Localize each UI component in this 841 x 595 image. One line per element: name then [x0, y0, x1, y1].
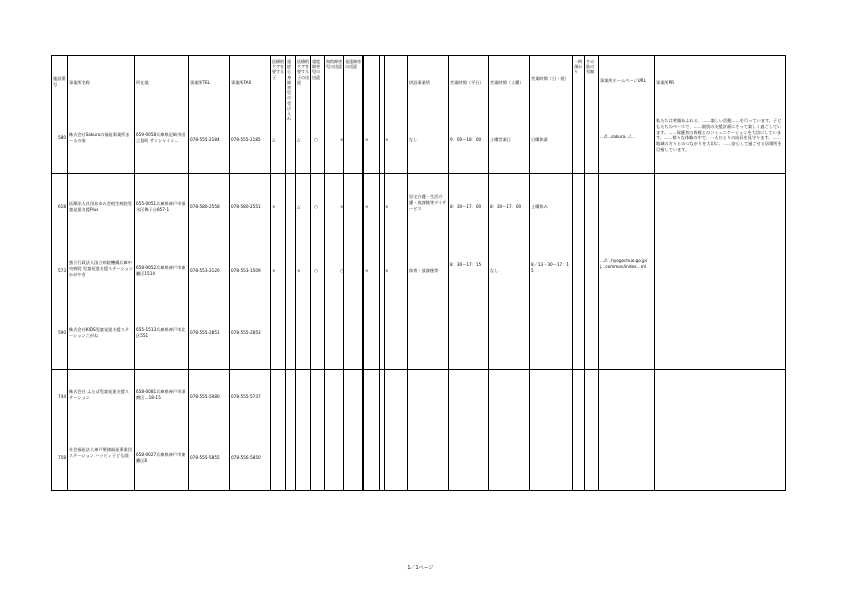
column-divider	[295, 56, 296, 490]
cell-mark: ×	[385, 137, 389, 142]
column-divider	[134, 56, 135, 490]
cell-services: 保育・放課後等	[409, 268, 439, 273]
cell-tel: 078-553-2120	[190, 268, 220, 273]
cell-mark: ○	[314, 268, 318, 273]
header-v7: 一時預かり	[574, 59, 582, 75]
cell-mark: ×	[365, 137, 369, 142]
cell-fax: 078-553-1509	[231, 268, 261, 273]
header-address: 所在地	[136, 80, 149, 85]
cell-hours-weekday: 9：00～18：00	[450, 137, 482, 142]
cell-mark: ×	[297, 268, 301, 273]
cell-hours-weekday: 8：30～17：00	[450, 204, 482, 209]
header-v4: 重度障害児の送迎	[312, 59, 320, 80]
cell-address: 658-0081兵庫県神戸市須磨区…18-15	[136, 389, 186, 400]
column-divider	[448, 56, 449, 490]
header-hours-sat: 営業時間（土曜）	[490, 80, 524, 85]
cell-fax: 078-556-5850	[231, 455, 261, 460]
cell-tel: 078-555-5080	[190, 394, 220, 399]
cell-mark: ×	[272, 268, 276, 273]
cell-tel: 078-580-2558	[190, 204, 220, 209]
header-hours-holiday: 営業時間（日・祝）	[531, 76, 569, 81]
header-v5: 知的障害児の送迎	[326, 59, 342, 70]
column-divider	[584, 56, 585, 490]
column-divider	[363, 56, 364, 490]
cell-address: 658-0052兵庫県神戸市東灘区1514	[136, 265, 186, 276]
cell-mark: ×	[340, 204, 344, 209]
header-v3: 医療的ケアを要する子の送迎	[297, 59, 309, 85]
cell-hours-sat: 8：30～17：00	[490, 204, 522, 209]
cell-fax: 078-555-2853	[231, 330, 261, 335]
cell-address: 655-1513兵庫県神戸市北区551	[136, 327, 186, 338]
cell-fax: 078-555-2185	[231, 137, 261, 142]
column-divider	[598, 56, 599, 490]
cell-hours-holiday: 日曜休業	[531, 137, 548, 142]
column-divider	[407, 56, 408, 490]
cell-mark: ×	[340, 137, 344, 142]
cell-fax: 078-555-5737	[231, 394, 261, 399]
cell-hours-sat: なし	[490, 268, 499, 273]
header-pr: 事業所PR	[656, 80, 674, 85]
column-divider	[324, 56, 325, 490]
cell-tel: 078-555-5855	[190, 455, 220, 460]
cell-name: 株式会社Sakuraの福祉事業所まーるの家	[69, 132, 130, 143]
header-v6: 発達障害の送迎	[345, 59, 361, 70]
cell-no: 590	[58, 330, 66, 335]
cell-address: 658-0027兵庫県神戸市東灘区8	[136, 452, 186, 463]
cell-address: 659-0058兵庫県尼崎市田之島町 サンシャイン…	[136, 132, 186, 143]
header-hours-weekday: 営業時間（平日）	[450, 80, 484, 85]
cell-mark: △	[272, 137, 276, 142]
cell-hours-weekday: 8：30～17：15	[450, 262, 482, 267]
header-v8: その他の有無	[586, 59, 594, 75]
cell-hours-sat: 土曜営業日	[490, 137, 511, 142]
cell-name: 独立行政法人国立病院機構兵庫中央病院 児童発達支援ステーションかがやき	[69, 260, 133, 277]
header-services: 併設事業所	[409, 80, 430, 85]
cell-mark: ○	[340, 268, 344, 273]
facility-table	[51, 55, 786, 491]
row-divider	[52, 173, 785, 174]
column-divider	[654, 56, 655, 490]
cell-no: 758	[58, 455, 66, 460]
cell-address: 655-0051兵庫県神戸市垂水区舞子台857-1	[136, 201, 186, 212]
cell-no: 618	[58, 204, 66, 209]
column-divider	[270, 56, 271, 490]
cell-homepage-link[interactable]: …//…sakura…/…	[600, 134, 635, 139]
cell-hours-holiday: 土曜休み	[531, 204, 548, 209]
cell-fax: 078-580-2551	[231, 204, 261, 209]
cell-tel: 078-555-2184	[190, 137, 220, 142]
cell-mark: △	[297, 137, 301, 142]
cell-mark: ×	[385, 268, 389, 273]
cell-services: 居宅介護・生活介護・放課後等デイサービス	[409, 194, 447, 211]
header-homepage: 事業所ホームページURL	[600, 78, 646, 83]
cell-mark: △	[297, 204, 301, 209]
page-footer: 1／1ページ	[407, 565, 434, 571]
cell-mark: ○	[314, 137, 318, 142]
column-divider	[572, 56, 573, 490]
column-divider	[379, 56, 380, 490]
cell-name: 株式会社 ふたば児童発達支援ステーション	[69, 389, 129, 400]
cell-hours-holiday: 8／13・30～17：15	[531, 262, 570, 273]
cell-mark: ×	[272, 204, 276, 209]
header-fax: 事業所FAX	[231, 80, 252, 85]
column-divider	[67, 56, 68, 490]
cell-homepage-link[interactable]: …//…hyogochuo.go.jp/j…common/index…ml	[600, 258, 648, 269]
cell-mark: ○	[314, 204, 318, 209]
cell-no: 573	[58, 268, 66, 273]
cell-services: なし	[409, 137, 418, 142]
header-name: 事業所名称	[69, 80, 90, 85]
cell-no: 744	[58, 394, 66, 399]
cell-tel: 078-555-2851	[190, 330, 220, 335]
row-divider	[52, 369, 785, 370]
cell-pr: 私たちは笑顔あふれる、……楽しい活動……を行っています。子どもたちのペースで、……個別の支援計画にそって楽しく過ごしています。……保護者の皆様とのコミュニケーションを大切にしています。……様々な体験の中で、一人ひとりの成長を見守ります。……地域の方々とのつながりを大切に、……安心して過ごせる居場所を目指しています。	[656, 118, 782, 152]
cell-name: 株式会社KIDS児童発達支援ステーションこがね	[69, 327, 130, 338]
column-divider	[188, 56, 189, 490]
cell-mark: ×	[365, 268, 369, 273]
column-divider	[285, 56, 286, 490]
cell-no: 580	[58, 135, 66, 140]
cell-mark: ×	[385, 204, 389, 209]
cell-name: 社会福祉法人神戸聖隷福祉事業団 ステーション ハッピィ子ども園	[69, 447, 132, 458]
column-divider	[229, 56, 230, 490]
column-divider	[310, 56, 311, 490]
header-tel: 事業所TEL	[190, 80, 211, 85]
header-v1: 医療的ケアを要する子	[272, 59, 284, 80]
cell-mark: ×	[365, 204, 369, 209]
column-divider	[529, 56, 530, 490]
cell-name: 医療法人社団あゆみ会相生病院児童発達支援Plus	[69, 201, 132, 212]
header-v2: 重症心身障害児の受け入れ	[287, 59, 291, 122]
column-divider	[488, 56, 489, 490]
header-reg-no: 施設番号	[53, 76, 66, 87]
